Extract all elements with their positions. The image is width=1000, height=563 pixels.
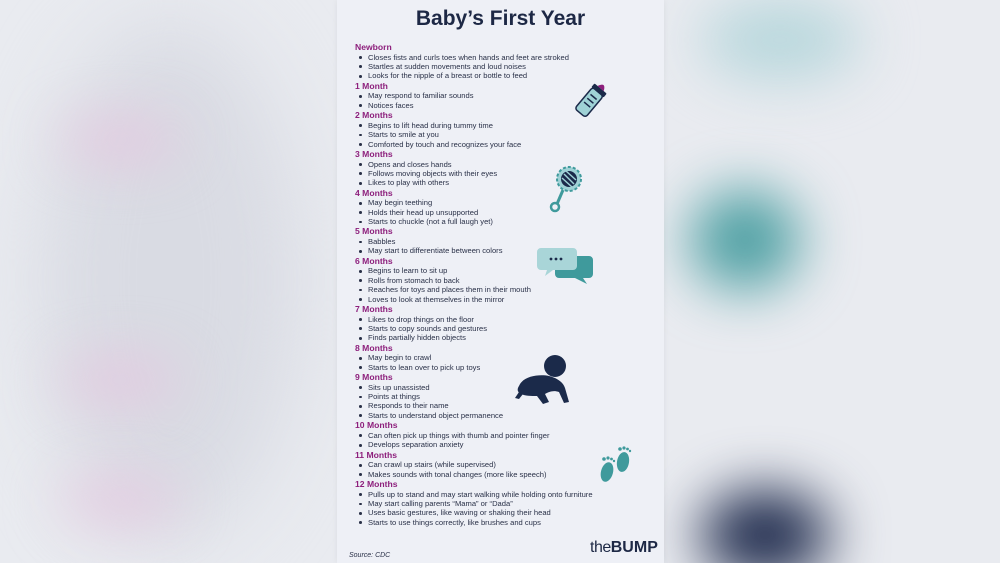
month-heading: 9 Months — [355, 372, 393, 383]
milestone-item: Loves to look at themselves in the mirror — [355, 295, 655, 304]
background-blob — [60, 360, 180, 400]
milestone-item: Starts to copy sounds and gestures — [355, 324, 655, 333]
month-heading: 10 Months — [355, 420, 398, 431]
milestone-item: Uses basic gestures, like waving or shaking their head — [355, 508, 655, 517]
milestone-item: May begin teething — [355, 198, 655, 207]
milestone-item: Looks for the nipple of a breast or bottle to feed — [355, 71, 655, 80]
crawling-baby-icon — [513, 352, 581, 408]
background-blob — [60, 480, 180, 520]
milestone-item: Comforted by touch and recognizes your face — [355, 140, 655, 149]
milestone-item: Follows moving objects with their eyes — [355, 169, 655, 178]
milestone-item: Starts to chuckle (not a full laugh yet) — [355, 217, 655, 226]
page-title: Baby’s First Year — [415, 7, 586, 30]
milestone-item: Can crawl up stairs (while supervised) — [355, 460, 655, 469]
baby-bottle-icon — [565, 76, 617, 124]
month-heading: 6 Months — [355, 255, 393, 266]
milestone-item: Opens and closes hands — [355, 160, 655, 169]
milestone-item: Notices faces — [355, 101, 655, 110]
milestone-items — [355, 383, 655, 421]
month-heading: 8 Months — [355, 342, 393, 353]
milestone-items — [355, 121, 655, 149]
background-blob — [700, 0, 860, 80]
milestone-item: Sits up unassisted — [355, 383, 655, 392]
milestone-items — [355, 266, 655, 304]
background-blob — [690, 190, 800, 290]
logo-prefix: the — [590, 539, 611, 556]
milestone-item: Startles at sudden movements and loud noises — [355, 62, 655, 71]
source-note: Source: CDC — [349, 552, 391, 559]
milestone-items — [355, 160, 655, 188]
milestone-item: Points at things — [355, 392, 655, 401]
milestone-item: Develops separation anxiety — [355, 440, 655, 449]
month-heading: 1 Month — [355, 80, 388, 91]
milestone-item: Makes sounds with tonal changes (more like speech) — [355, 470, 655, 479]
milestone-items — [355, 237, 655, 256]
background-blob — [40, 20, 300, 540]
month-heading: 5 Months — [355, 226, 393, 237]
milestone-item: May begin to crawl — [355, 353, 655, 362]
logo-brand: BUMP — [610, 539, 658, 556]
milestone-item: May respond to familiar sounds — [355, 91, 655, 100]
milestone-item: May start to differentiate between colors — [355, 246, 655, 255]
milestone-items — [355, 198, 655, 226]
milestone-item: Starts to lean over to pick up toys — [355, 363, 655, 372]
month-heading: 2 Months — [355, 110, 393, 121]
milestone-item: Starts to smile at you — [355, 130, 655, 139]
milestone-items — [355, 315, 655, 343]
month-heading: 7 Months — [355, 303, 393, 314]
milestone-item: Rolls from stomach to back — [355, 276, 655, 285]
milestone-item: May start calling parents “Mama” or “Dada” — [355, 499, 655, 508]
milestone-item: Babbles — [355, 237, 655, 246]
brand-logo — [590, 539, 658, 557]
milestone-item: Starts to use things correctly, like brushes and cups — [355, 518, 655, 527]
milestone-item: Likes to drop things on the floor — [355, 315, 655, 324]
milestone-item: Begins to lift head during tummy time — [355, 121, 655, 130]
milestone-items — [355, 353, 655, 372]
milestone-item: Starts to understand object permanence — [355, 411, 655, 420]
milestone-items — [355, 490, 655, 528]
rattle-icon — [545, 160, 585, 214]
month-heading: 11 Months — [355, 449, 398, 460]
milestone-item: Closes fists and curls toes when hands and feet are stroked — [355, 53, 655, 62]
milestone-item: Reaches for toys and places them in their mouth — [355, 285, 655, 294]
footprints-icon — [595, 442, 637, 488]
milestone-item: Pulls up to stand and may start walking while holding onto furniture — [355, 490, 655, 499]
month-heading: 3 Months — [355, 148, 393, 159]
milestone-item: Holds their head up unsupported — [355, 208, 655, 217]
milestone-item: Finds partially hidden objects — [355, 333, 655, 342]
background-blob — [700, 490, 830, 563]
infographic-card — [337, 0, 664, 563]
milestone-item: Likes to play with others — [355, 178, 655, 187]
milestone-item: Responds to their name — [355, 401, 655, 410]
milestone-item: Begins to learn to sit up — [355, 266, 655, 275]
month-heading: 4 Months — [355, 187, 393, 198]
background-blob — [60, 120, 180, 160]
milestone-item: Can often pick up things with thumb and pointer finger — [355, 431, 655, 440]
month-heading: 12 Months — [355, 479, 398, 490]
month-heading: Newborn — [355, 42, 392, 52]
speech-bubbles-icon — [537, 244, 595, 286]
